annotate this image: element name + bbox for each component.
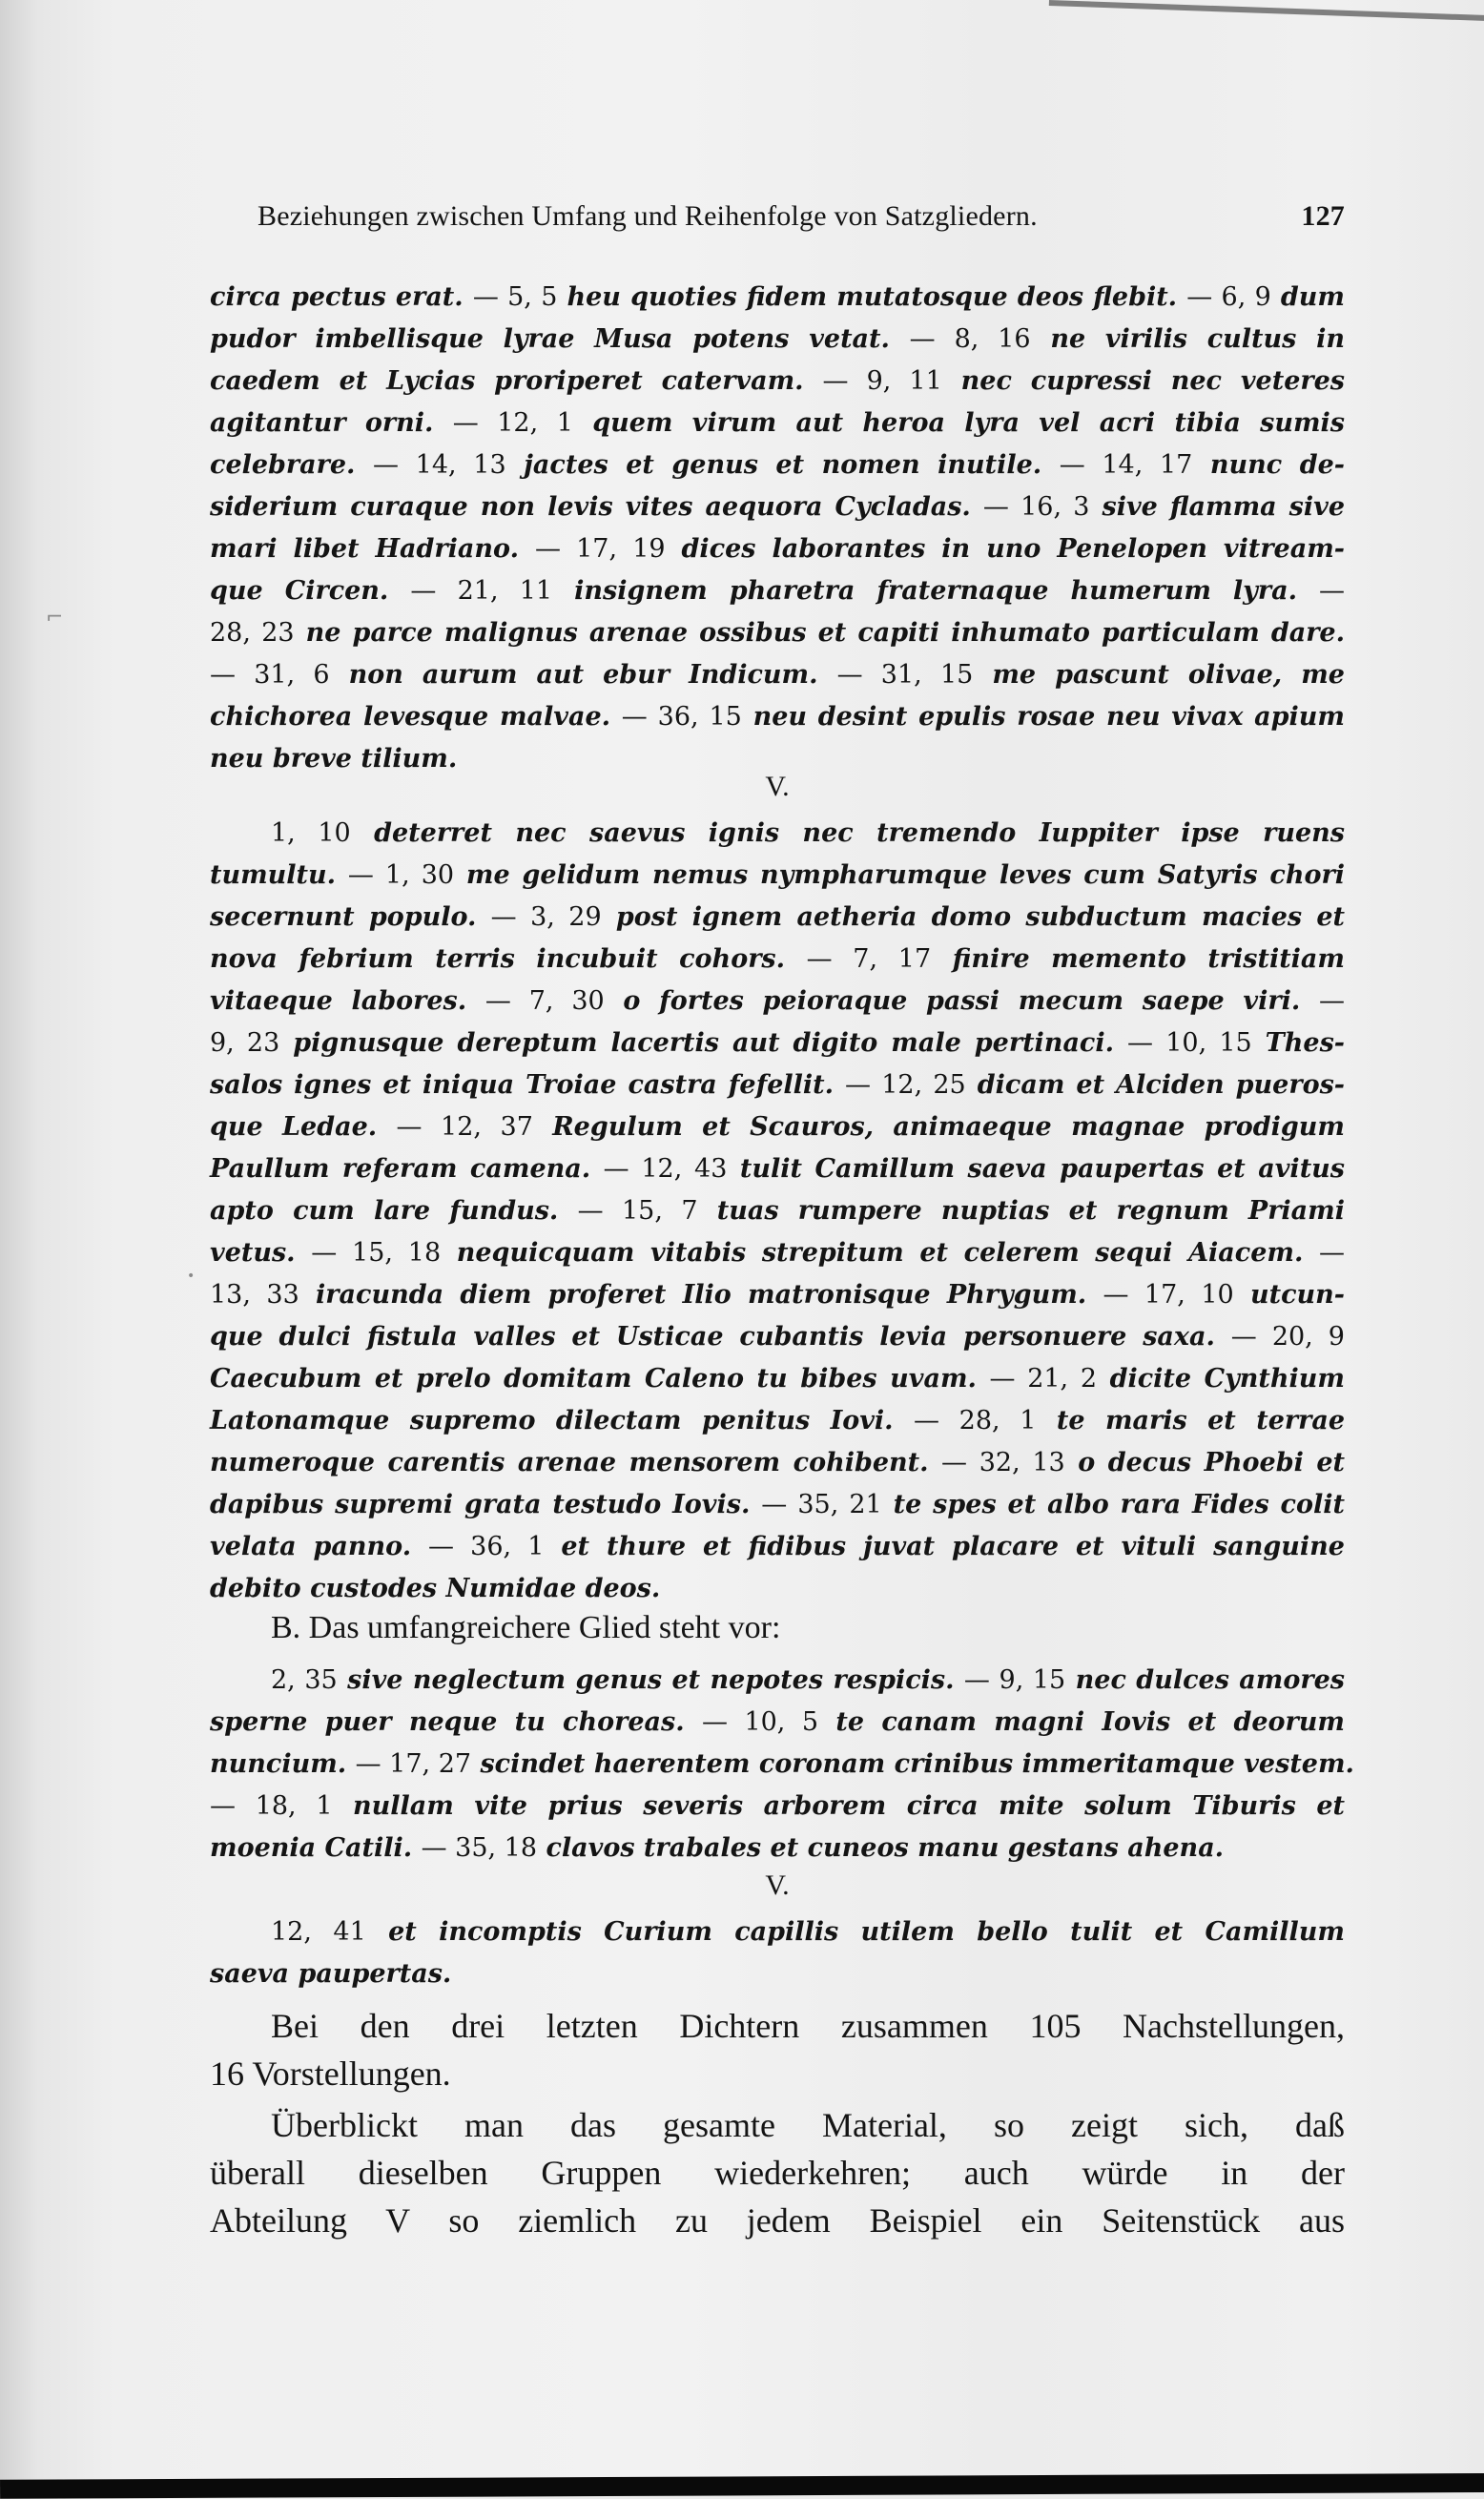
citation-line: 1, 10 deterret nec saevus ignis nec tremendo Iuppiter ipse ruens bbox=[271, 818, 1345, 848]
citation-line: que dulci fistula valles et Usticae cubantis levia personuere saxa. — 20, 9 bbox=[210, 1322, 1345, 1352]
paragraph-line: überall dieselben Gruppen wiederkehren; auch würde in der bbox=[210, 2154, 1345, 2192]
summary-line: 16 Vorstellungen. bbox=[210, 2055, 451, 2093]
citation-line: 13, 33 iracunda diem proferet Ilio matronisque Phrygum. — 17, 10 utcun- bbox=[210, 1280, 1345, 1310]
citation-line: 9, 23 pignusque dereptum lacertis aut digito male pertinaci. — 10, 15 Thes- bbox=[210, 1028, 1345, 1058]
citation-line: apto cum lare fundus. — 15, 7 tuas rumpere nuptias et regnum Priami bbox=[210, 1196, 1346, 1226]
citation-line: siderium curaque non levis vites aequora Cycladas. — 16, 3 sive flamma sive bbox=[210, 492, 1346, 522]
citation-line: Paullum referam camena. — 12, 43 tulit Camillum saeva paupertas et avitus bbox=[210, 1154, 1345, 1184]
citation-line: — 31, 6 non aurum aut ebur Indicum. — 31, 15 me pascunt olivae, me bbox=[210, 660, 1345, 690]
citation-line: velata panno. — 36, 1 et thure et fidibus juvat placare et vituli sanguine bbox=[210, 1532, 1345, 1561]
citation-line: 28, 23 ne parce malignus arenae ossibus et capiti inhumato particulam dare. bbox=[210, 618, 1345, 648]
section-heading-v: V. bbox=[765, 771, 790, 802]
citation-line: saeva paupertas. bbox=[210, 1959, 452, 1989]
citation-line: debito custodes Numidae deos. bbox=[210, 1574, 661, 1603]
citation-line: caedem et Lycias proriperet catervam. — 9, 11 nec cupressi nec veteres bbox=[210, 366, 1345, 396]
citation-line: agitantur orni. — 12, 1 quem virum aut heroa lyra vel acri tibia sumis bbox=[210, 408, 1345, 438]
citation-line: salos ignes et iniqua Troiae castra fefellit. — 12, 25 dicam et Alciden pueros- bbox=[210, 1070, 1345, 1100]
citation-line: pudor imbellisque lyrae Musa potens vetat. — 8, 16 ne virilis cultus in bbox=[210, 324, 1345, 354]
citation-line: circa pectus erat. — 5, 5 heu quoties fidem mutatosque deos flebit. — 6, 9 dum bbox=[210, 282, 1345, 312]
citation-line: secernunt populo. — 3, 29 post ignem aetheria domo subductum macies et bbox=[210, 902, 1345, 932]
running-head-title: Beziehungen zwischen Umfang und Reihenfolge von Satzgliedern. bbox=[258, 200, 1038, 232]
citation-line: vetus. — 15, 18 nequicquam vitabis strepitum et celerem sequi Aiacem. — bbox=[210, 1238, 1345, 1268]
citation-line: nuncium. — 17, 27 scindet haerentem coronam crinibus immeritamque vestem. bbox=[210, 1749, 1354, 1779]
citation-line: 12, 41 et incomptis Curium capillis utilem bello tulit et Camillum bbox=[271, 1917, 1345, 1947]
page-number: 127 bbox=[1301, 200, 1345, 232]
citation-line: dapibus supremi grata testudo Iovis. — 35, 21 te spes et albo rara Fides colit bbox=[210, 1490, 1345, 1519]
citation-line: Caecubum et prelo domitam Caleno tu bibes uvam. — 21, 2 dicite Cynthium bbox=[210, 1364, 1345, 1394]
citation-line: que Ledae. — 12, 37 Regulum et Scauros, animaeque magnae prodigum bbox=[210, 1112, 1346, 1142]
margin-pencil-mark: ⌐ bbox=[46, 606, 64, 630]
citation-line: mari libet Hadriano. — 17, 19 dices laborantes in uno Penelopen vitream- bbox=[210, 534, 1345, 564]
citation-line: neu breve tilium. bbox=[210, 744, 458, 774]
citation-line: chichorea levesque malvae. — 36, 15 neu desint epulis rosae neu vivax apium bbox=[210, 702, 1345, 732]
paragraph-line: Abteilung V so ziemlich zu jedem Beispiel ein Seitenstück aus bbox=[210, 2201, 1345, 2240]
citation-line: nova febrium terris incubuit cohors. — 7, 17 finire memento tristitiam bbox=[210, 944, 1345, 974]
citation-line: que Circen. — 21, 11 insignem pharetra fraternaque humerum lyra. — bbox=[210, 576, 1346, 606]
margin-dot-mark: • bbox=[187, 1269, 196, 1284]
scan-bottom-edge bbox=[0, 2473, 1484, 2499]
citation-line: numeroque carentis arenae mensorem cohibent. — 32, 13 o decus Phoebi et bbox=[210, 1448, 1345, 1477]
citation-line: tumultu. — 1, 30 me gelidum nemus nympharumque leves cum Satyris chori bbox=[210, 860, 1345, 890]
section-heading-b: B. Das umfangreichere Glied steht vor: bbox=[271, 1610, 781, 1645]
citation-line: vitaeque labores. — 7, 30 o fortes peioraque passi mecum saepe viri. — bbox=[210, 986, 1345, 1016]
summary-line: Bei den drei letzten Dichtern zusammen 105 Nachstellungen, bbox=[271, 2007, 1345, 2045]
page-top-edge-shadow bbox=[1049, 0, 1484, 23]
running-head bbox=[258, 200, 1345, 233]
paragraph-line: Überblickt man das gesamte Material, so zeigt sich, daß bbox=[271, 2106, 1345, 2144]
citation-line: sperne puer neque tu choreas. — 10, 5 te canam magni Iovis et deorum bbox=[210, 1707, 1345, 1737]
section-heading-v: V. bbox=[765, 1869, 790, 1901]
citation-line: moenia Catili. — 35, 18 clavos trabales et cuneos manu gestans ahena. bbox=[210, 1833, 1225, 1863]
citation-line: — 18, 1 nullam vite prius severis arborem circa mite solum Tiburis et bbox=[210, 1791, 1345, 1821]
citation-line: celebrare. — 14, 13 jactes et genus et nomen inutile. — 14, 17 nunc de- bbox=[210, 450, 1345, 480]
citation-line: Latonamque supremo dilectam penitus Iovi. — 28, 1 te maris et terrae bbox=[210, 1406, 1345, 1435]
citation-line: 2, 35 sive neglectum genus et nepotes respicis. — 9, 15 nec dulces amores bbox=[271, 1665, 1345, 1695]
